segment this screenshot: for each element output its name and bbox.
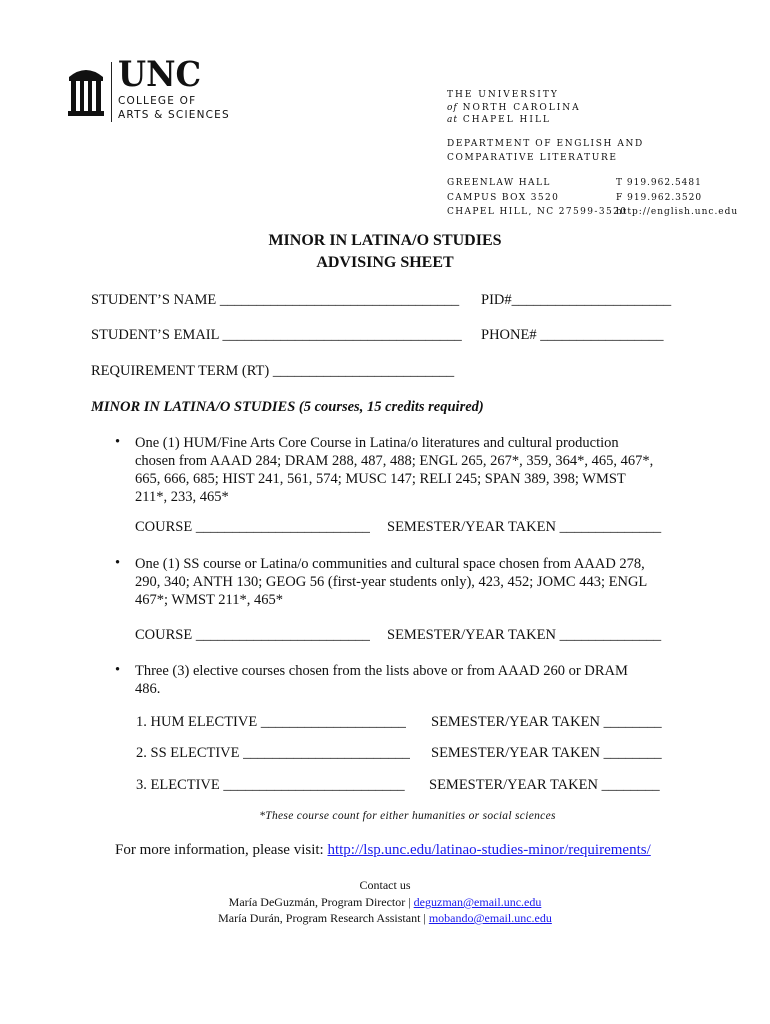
requirement-1-line: 211*, 233, 465*: [135, 489, 229, 505]
requirement-2-line: One (1) SS course or Latina/o communities and cultural space chosen from AAAD 278,: [135, 556, 645, 572]
requirement-term-field[interactable]: REQUIREMENT TERM (RT) _________________________: [91, 363, 455, 379]
department-contact: [616, 176, 738, 220]
department-name: [447, 137, 644, 165]
university-of: of: [447, 102, 458, 113]
department-address: [447, 176, 627, 220]
section-heading: MINOR IN LATINA/O STUDIES (5 courses, 15 credits required): [91, 399, 484, 415]
department-line-1: DEPARTMENT OF ENGLISH AND: [447, 139, 644, 149]
student-email-field[interactable]: STUDENT’S EMAIL _________________________________: [91, 327, 462, 343]
page-subtitle: ADVISING SHEET: [316, 254, 454, 271]
old-well-icon: [66, 63, 106, 119]
elective-semester-field[interactable]: SEMESTER/YEAR TAKEN ________: [429, 777, 660, 793]
university-line-2: [447, 102, 581, 115]
logo-divider: [111, 62, 112, 122]
hum-elective-field[interactable]: 1. HUM ELECTIVE ____________________: [136, 714, 406, 730]
requirement-3-line: Three (3) elective courses chosen from the lists above or from AAAD 260 or DRAM: [135, 663, 628, 679]
more-info: [115, 842, 651, 859]
requirement-1-line: 665, 666, 685; HIST 241, 561, 574; MUSC 147; RELI 245; SPAN 389, 398; WMST: [135, 471, 626, 487]
fax-number: F 919.962.3520: [616, 192, 703, 203]
address-line-3: CHAPEL HILL, NC 27599-3520: [447, 207, 628, 217]
course-field-2[interactable]: COURSE ________________________: [135, 627, 370, 643]
ss-elective-semester-field[interactable]: SEMESTER/YEAR TAKEN ________: [431, 745, 662, 761]
elective-field[interactable]: 3. ELECTIVE _________________________: [136, 777, 405, 793]
director-text: María DeGuzmán, Program Director |: [228, 895, 414, 909]
logo-unc-text: UNC: [118, 54, 202, 95]
footnote: *These course count for either humanities or social sciences: [259, 810, 556, 822]
requirement-3-line: 486.: [135, 681, 161, 697]
director-email-link[interactable]: deguzman@email.unc.edu: [413, 895, 542, 909]
unc-logo: [66, 54, 286, 130]
university-ch: CHAPEL HILL: [462, 115, 551, 125]
phone-field[interactable]: PHONE# _________________: [481, 327, 664, 343]
requirement-1-line: chosen from AAAD 284; DRAM 288, 487, 488; ENGL 265, 267*, 359, 364*, 465, 467*,: [135, 453, 654, 469]
contact-line-1: [0, 895, 770, 910]
more-info-text: For more information, please visit:: [115, 842, 328, 858]
semester-field-1[interactable]: SEMESTER/YEAR TAKEN ______________: [387, 519, 662, 535]
hum-elective-semester-field[interactable]: SEMESTER/YEAR TAKEN ________: [431, 714, 662, 730]
university-line-3: [447, 114, 581, 127]
requirement-2-line: 467*; WMST 211*, 465*: [135, 592, 283, 608]
requirement-1-line: One (1) HUM/Fine Arts Core Course in Latina/o literatures and cultural production: [135, 435, 619, 451]
page-title: MINOR IN LATINA/O STUDIES: [268, 232, 502, 249]
ss-elective-field[interactable]: 2. SS ELECTIVE _______________________: [136, 745, 410, 761]
bullet-2: •: [115, 555, 121, 571]
address-line-2: CAMPUS BOX 3520: [447, 192, 560, 203]
semester-field-2[interactable]: SEMESTER/YEAR TAKEN ______________: [387, 627, 662, 643]
department-line-2: COMPARATIVE LITERATURE: [447, 153, 618, 163]
assistant-text: María Durán, Program Research Assistant |: [218, 911, 429, 925]
university-line-1: THE UNIVERSITY: [447, 90, 559, 100]
university-nc: NORTH CAROLINA: [462, 102, 581, 113]
requirement-3-text: [135, 662, 695, 698]
bullet-1: •: [115, 434, 121, 450]
pid-field[interactable]: PID#______________________: [481, 292, 672, 308]
course-field-1[interactable]: COURSE ________________________: [135, 519, 370, 535]
university-at: at: [447, 115, 458, 125]
contact-line-2: [0, 911, 770, 926]
requirement-2-text: [135, 555, 695, 609]
requirement-2-line: 290, 340; ANTH 130; GEOG 56 (first-year students only), 423, 452; JOMC 443; ENGL: [135, 574, 648, 590]
student-name-field[interactable]: STUDENT’S NAME _________________________________: [91, 292, 460, 308]
assistant-email-link[interactable]: mobando@email.unc.edu: [428, 911, 552, 925]
contact-heading: Contact us: [359, 878, 411, 892]
address-line-1: GREENLAW HALL: [447, 178, 551, 188]
college-line-1: COLLEGE OF: [118, 95, 197, 107]
phone-number: T 919.962.5481: [616, 178, 702, 188]
website-link[interactable]: http://english.unc.edu: [616, 207, 739, 217]
requirement-1-text: [135, 434, 695, 506]
more-info-link[interactable]: http://lsp.unc.edu/latinao-studies-minor/requirements/: [327, 842, 651, 858]
university-name: [447, 89, 581, 127]
college-line-2: ARTS & SCIENCES: [118, 109, 230, 121]
bullet-3: •: [115, 662, 121, 678]
